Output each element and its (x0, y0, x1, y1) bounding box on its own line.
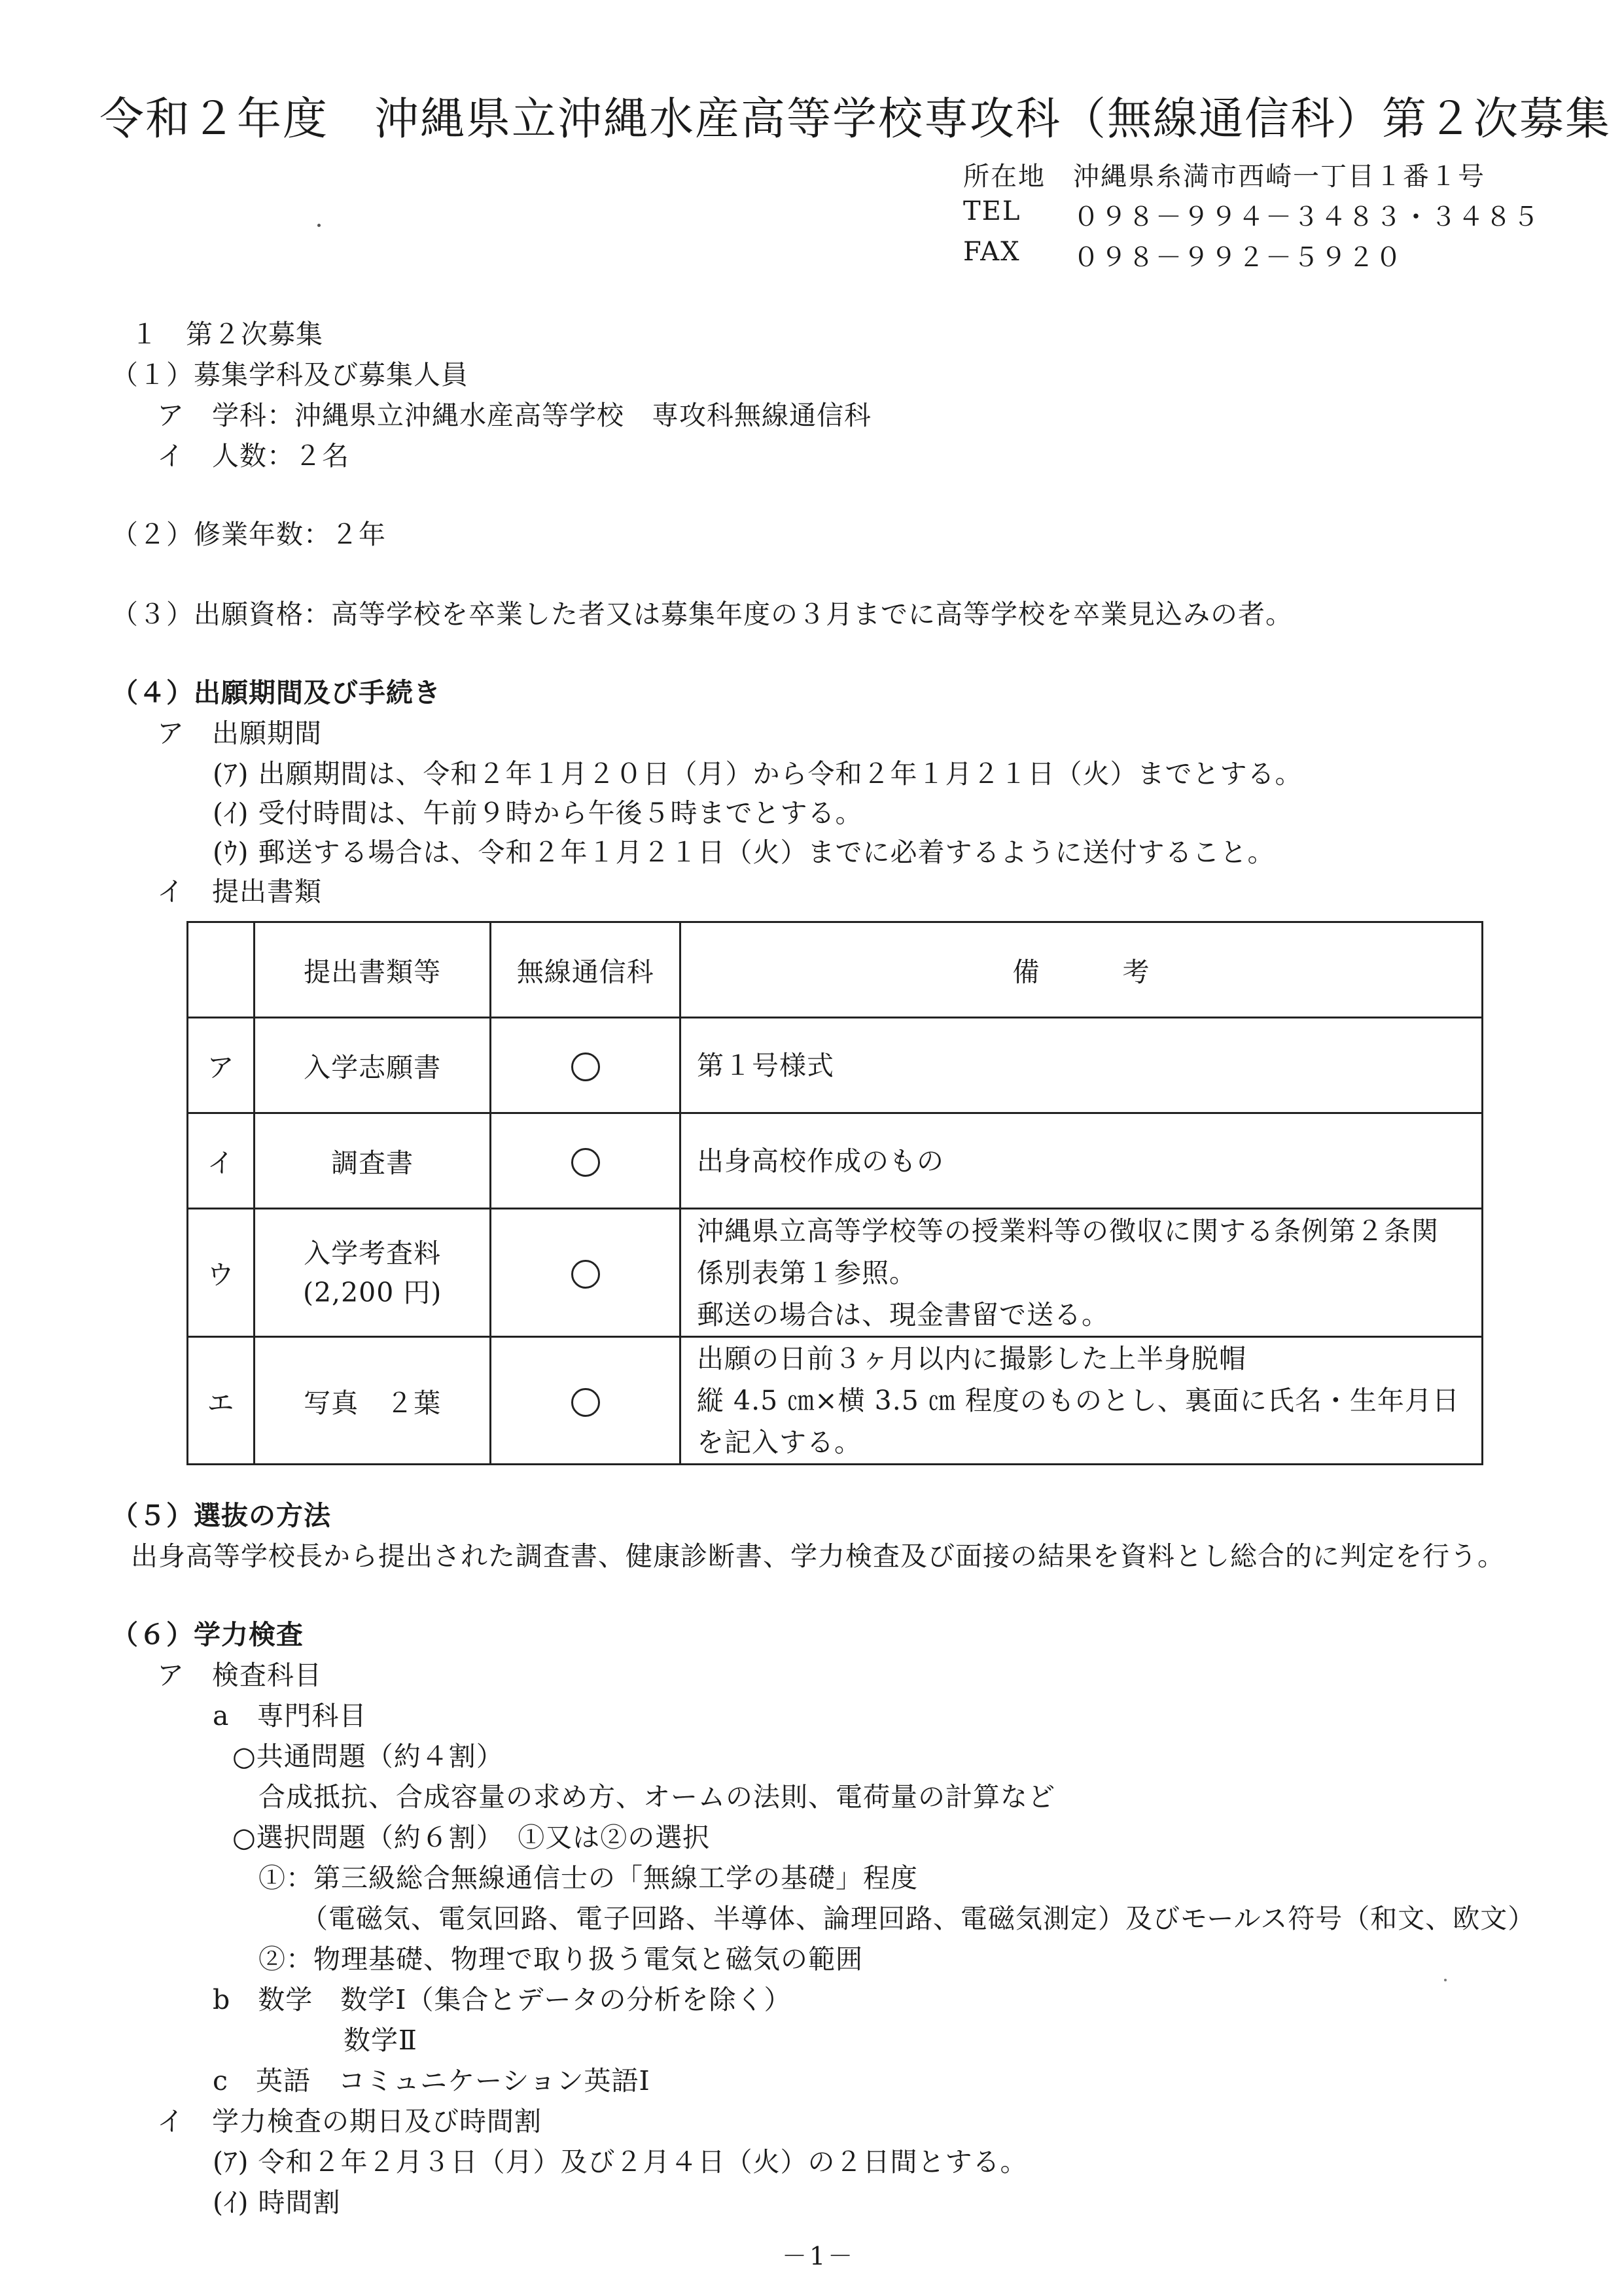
table-row (188, 1209, 1483, 1337)
elective-questions: ○選択問題（約６割） ①又は②の選択 (232, 1822, 711, 1853)
row-document: 調査書 (254, 1113, 491, 1209)
note-line: 沖縄県立高等学校等の授業料等の徴収に関する条例第２条関 (697, 1215, 1439, 1247)
required-circle-cell (491, 1337, 680, 1465)
tel-label: TEL (963, 196, 1021, 226)
elective-option-1: ①：第三級総合無線通信士の「無線工学の基礎」程度 (258, 1862, 918, 1894)
section-1-4-heading: （４）出願期間及び手続き (111, 677, 441, 708)
page-title: 令和２年度 沖縄県立沖縄水産高等学校専攻科（無線通信科）第２次募集 (99, 94, 1612, 145)
table-row (188, 1018, 1483, 1113)
elective-option-2: ②：物理基礎、物理で取り扱う電気と磁気の範囲 (258, 1943, 863, 1975)
document-fee: (2,200 円) (302, 1276, 442, 1308)
table-header-row (188, 922, 1483, 1018)
fax-number: ０９８－９９２－５９２０ (1073, 243, 1403, 273)
mail-deadline-text: (ｳ) 郵送する場合は、令和２年１月２１日（火）までに必着するように送付すること。 (213, 837, 1275, 868)
circle-mark-icon (571, 1052, 600, 1081)
row-mark: ア (188, 1018, 255, 1113)
application-period-text: (ｱ) 出願期間は、令和２年１月２０日（月）から令和２年１月２１日（火）までとする。 (213, 758, 1303, 790)
math-subject-2: 数学Ⅱ (344, 2025, 417, 2056)
section-1-1-heading: （１）募集学科及び募集人員 (111, 359, 468, 391)
required-circle-cell (491, 1113, 680, 1209)
documents-heading: イ 提出書類 (157, 876, 322, 907)
row-document: 写真 ２葉 (254, 1337, 491, 1465)
common-questions-detail: 合成抵抗、合成容量の求め方、オームの法則、電荷量の計算など (258, 1781, 1055, 1813)
required-circle-cell (491, 1018, 680, 1113)
circle-mark-icon (571, 1388, 600, 1417)
note-line: 係別表第１参照。 (697, 1257, 917, 1289)
note-line: 第１号様式 (697, 1049, 834, 1081)
circle-mark-icon (571, 1148, 600, 1177)
section-1-5-heading: （５）選抜の方法 (111, 1500, 331, 1531)
row-note (680, 1209, 1483, 1337)
reception-hours-text: (ｲ) 受付時間は、午前９時から午後５時までとする。 (213, 797, 863, 829)
section-1-heading: １ 第２次募集 (131, 319, 323, 350)
application-period-heading: ア 出願期間 (157, 718, 322, 749)
note-line: 郵送の場合は、現金書留で送る。 (697, 1298, 1109, 1331)
english-subject: c 英語 コミュニケーション英語Ⅰ (213, 2065, 650, 2096)
table-row (188, 1113, 1483, 1209)
study-years: （２）修業年数：２年 (111, 519, 386, 550)
circle-mark-icon (571, 1260, 600, 1289)
tel-number: ０９８－９９４－３４８３・３４８５ (1073, 202, 1540, 232)
note-line: 出願の日前３ヶ月以内に撮影した上半身脱帽 (697, 1343, 1246, 1374)
exam-dates: (ｱ) 令和２年２月３日（月）及び２月４日（火）の２日間とする。 (213, 2146, 1028, 2178)
note-line: 縦 4.5 ㎝×横 3.5 ㎝ 程度のものとし、裏面に氏名・生年月日 (697, 1385, 1460, 1416)
scan-speck (317, 224, 321, 227)
note-line: 出身高校作成のもの (697, 1145, 944, 1177)
exam-schedule-heading: イ 学力検査の期日及び時間割 (157, 2106, 542, 2137)
math-subject: b 数学 数学Ⅰ（集合とデータの分析を除く） (213, 1984, 792, 2015)
required-circle-cell (491, 1209, 680, 1337)
document-name: 入学考査料 (304, 1237, 442, 1269)
common-questions: ○共通問題（約４割） (232, 1741, 504, 1772)
eligibility: （３）出願資格：高等学校を卒業した者又は募集年度の３月までに高等学校を卒業見込みの者。 (111, 599, 1293, 630)
row-mark: エ (188, 1337, 255, 1465)
selection-method-text: 出身高等学校長から提出された調査書、健康診断書、学力検査及び面接の結果を資料とし総合的に判定を行う。 (131, 1540, 1505, 1572)
note-line: を記入する。 (697, 1427, 862, 1458)
timetable-heading: (ｲ) 時間割 (213, 2187, 341, 2218)
dept-line: ア 学科：沖縄県立沖縄水産高等学校 専攻科無線通信科 (157, 400, 872, 431)
header-cell-document: 提出書類等 (254, 922, 491, 1018)
address: 所在地 沖縄県糸満市西崎一丁目１番１号 (963, 162, 1485, 192)
row-mark: ウ (188, 1209, 255, 1337)
row-note (680, 1337, 1483, 1465)
page-number: －1－ (782, 2242, 856, 2270)
section-1-6-heading: （６）学力検査 (111, 1619, 304, 1650)
row-note (680, 1018, 1483, 1113)
row-note (680, 1113, 1483, 1209)
row-document (254, 1209, 491, 1337)
elective-option-1-detail: （電磁気、電気回路、電子回路、半導体、論理回路、電磁気測定）及びモールス符号（和文、欧文） (301, 1903, 1536, 1934)
capacity-line: イ 人数：２名 (157, 440, 349, 472)
header-cell-department: 無線通信科 (491, 922, 680, 1018)
header-cell-notes: 備 考 (680, 922, 1483, 1018)
specialized-subject: a 専門科目 (213, 1700, 367, 1731)
fax-label: FAX (963, 237, 1021, 267)
documents-table (186, 921, 1483, 1465)
scan-speck (1444, 1979, 1447, 1981)
exam-subjects-heading: ア 検査科目 (157, 1660, 322, 1691)
row-document: 入学志願書 (254, 1018, 491, 1113)
row-mark: イ (188, 1113, 255, 1209)
header-cell-mark (188, 922, 255, 1018)
table-row (188, 1337, 1483, 1465)
